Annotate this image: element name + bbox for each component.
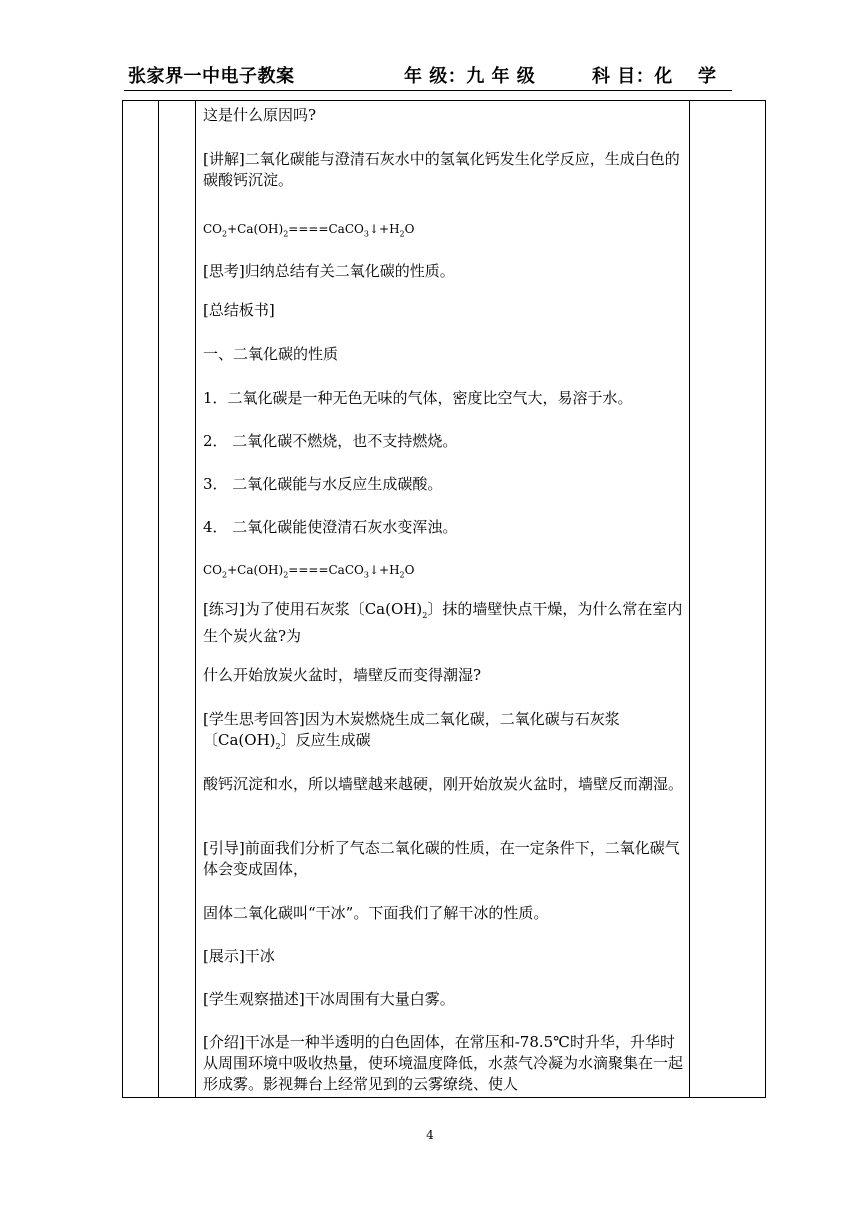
school-title: 张家界一中电子教案 <box>128 66 295 87</box>
paragraph: 酸钙沉淀和水，所以墙壁越来越硬，刚开始放炭火盆时，墙壁反而潮湿。 <box>203 775 684 793</box>
page-header <box>124 62 732 91</box>
paragraph: [思考]归纳总结有关二氧化碳的性质。 <box>203 262 455 280</box>
paragraph: [讲解]二氧化碳能与澄清石灰水中的氢氧化钙发生化学反应，生成白色的碳酸钙沉淀。 <box>203 150 680 189</box>
paragraph: [引导]前面我们分析了气态二氧化碳的性质，在一定条件下，二氧化碳气体会变成固体， <box>203 839 680 878</box>
chemical-equation: $CO_2+Ca(OH)_2====CaCO_3↓+H_2O$ <box>203 222 415 239</box>
paragraph: [介绍]干冰是一种半透明的白色固体，在常压和-78.5℃时升华，升华时从周围环境中吸收热量，使环境温度降低，水蒸气冷凝为水滴聚集在一起形成雾。影视舞台上经常见到的云雾缭绕、使人 <box>203 1033 684 1093</box>
list-item: 1．二氧化碳是一种无色无味的气体，密度比空气大，易溶于水。 <box>203 389 633 407</box>
column-divider <box>689 101 690 1097</box>
paragraph: [总结板书] <box>203 301 275 319</box>
paragraph: 这是什么原因吗? <box>203 106 317 124</box>
column-divider <box>195 101 196 1097</box>
list-item: 4． 二氧化碳能使澄清石灰水变浑浊。 <box>203 518 458 536</box>
section-heading: 一、二氧化碳的性质 <box>203 345 339 363</box>
subject-label: 科 目：化 学 <box>592 66 717 87</box>
page-number: 4 <box>426 1128 434 1142</box>
paragraph: 什么开始放炭火盆时，墙壁反而变得潮湿? <box>203 666 482 684</box>
paragraph: [展示]干冰 <box>203 947 275 965</box>
chemical-equation: $CO_2+Ca(OH)_2====CaCO_3↓+H_2O$ <box>203 563 415 580</box>
list-item: 3． 二氧化碳能与水反应生成碳酸。 <box>203 475 443 493</box>
list-item: 2． 二氧化碳不燃烧，也不支持燃烧。 <box>203 432 458 450</box>
paragraph: [学生思考回答]因为木炭燃烧生成二氧化碳，二氧化碳与石灰浆〔$Ca(OH)_2$〕反应生成碳 <box>203 710 620 751</box>
lesson-table <box>122 100 766 1098</box>
column-divider <box>158 101 159 1097</box>
paragraph: [练习]为了使用石灰浆〔$Ca(OH)_2$〕抹的墙壁快点干燥，为什么常在室内生个炭火盆?为 <box>203 600 683 645</box>
grade-label: 年 级：九 年 级 <box>404 66 536 87</box>
paragraph: [学生观察描述]干冰周围有大量白雾。 <box>203 990 455 1008</box>
paragraph: 固体二氧化碳叫“干冰”。下面我们了解干冰的性质。 <box>203 904 549 922</box>
